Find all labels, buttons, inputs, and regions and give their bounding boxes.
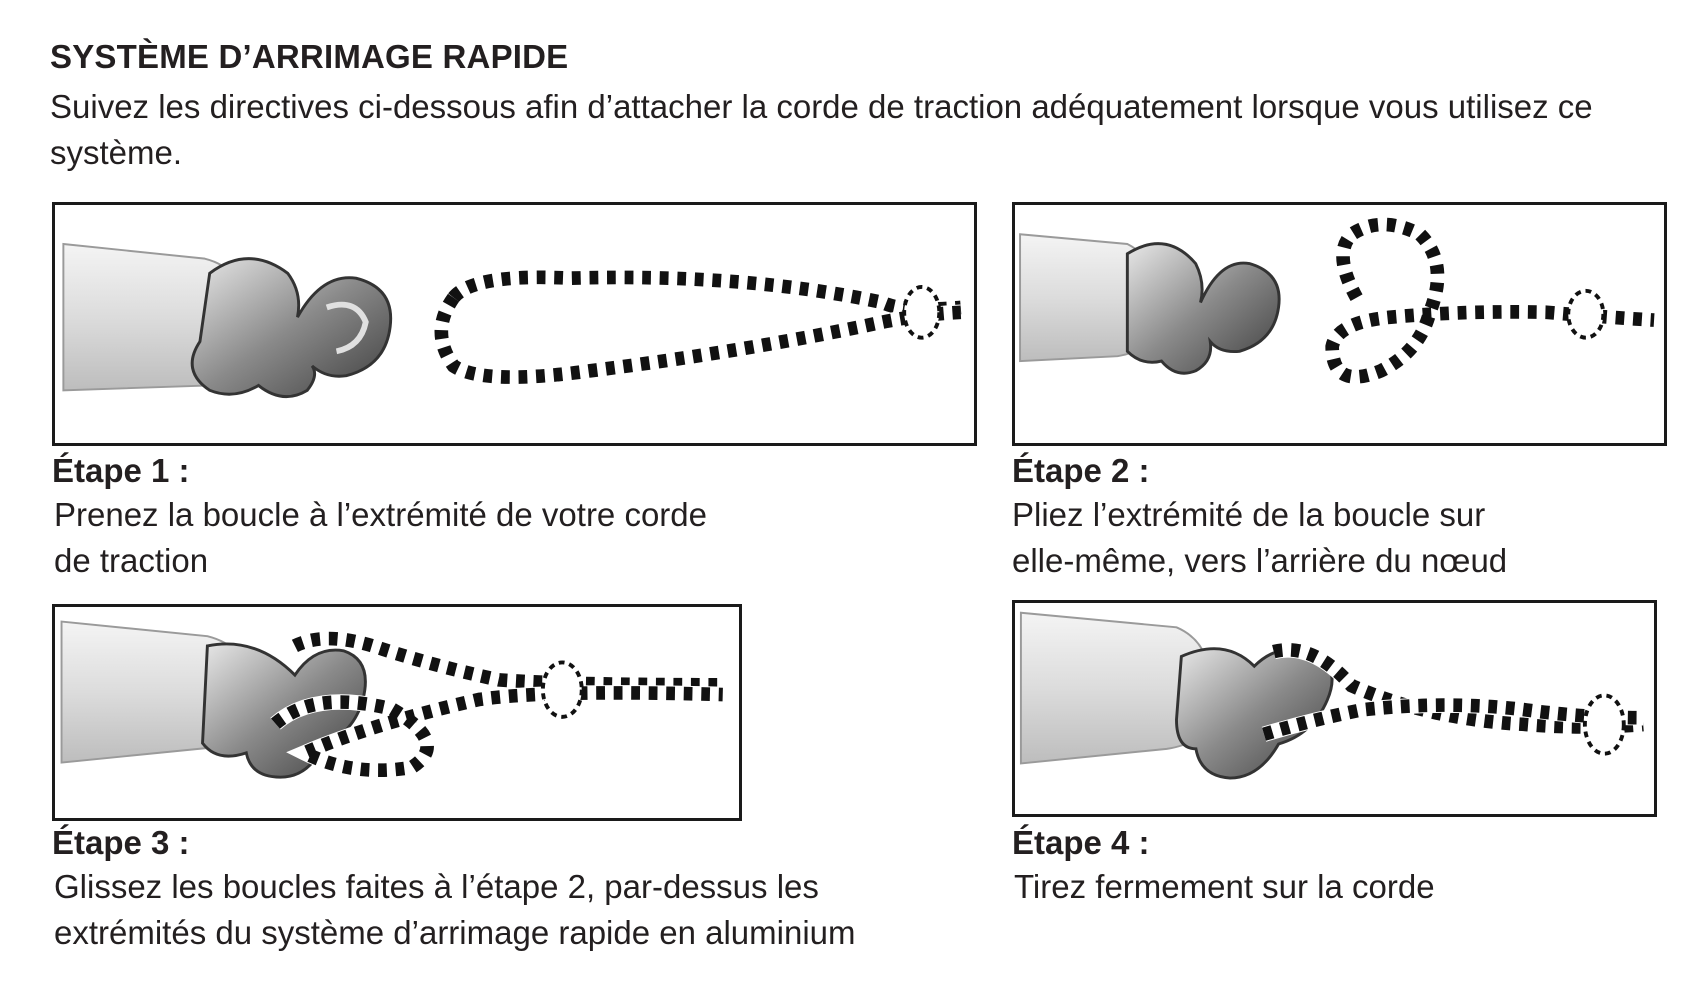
step-3-photo [52, 604, 742, 821]
step-2-title: Étape 2 : [1012, 452, 1150, 489]
step-1-title: Étape 1 : [52, 452, 190, 489]
step-1-line-1: Prenez la boucle à l’extrémité de votre corde [54, 496, 708, 533]
step-4-photo [1012, 600, 1657, 817]
step-2-photo [1012, 202, 1667, 446]
step-3-line-1: Glissez les boucles faites à l’étape 2, par-dessus les [54, 868, 819, 905]
step-2-line-2: elle-même, vers l’arrière du nœud [1012, 542, 1508, 579]
step-2-line-1: Pliez l’extrémité de la boucle sur [1012, 496, 1486, 533]
intro-text: Suivez les directives ci-dessous afin d’attacher la corde de traction adéquatement lorsque vous utilisez ce système. [50, 88, 1593, 171]
step-3-title: Étape 3 : [52, 824, 190, 861]
step-4-line-1: Tirez fermement sur la corde [1014, 868, 1435, 905]
step-1-photo [52, 202, 977, 446]
page-title: SYSTÈME D’ARRIMAGE RAPIDE [50, 38, 569, 75]
step-1-line-2: de traction [54, 542, 209, 579]
step-3-line-2: extrémités du système d’arrimage rapide en aluminium [54, 914, 856, 951]
step-4-title: Étape 4 : [1012, 824, 1150, 861]
